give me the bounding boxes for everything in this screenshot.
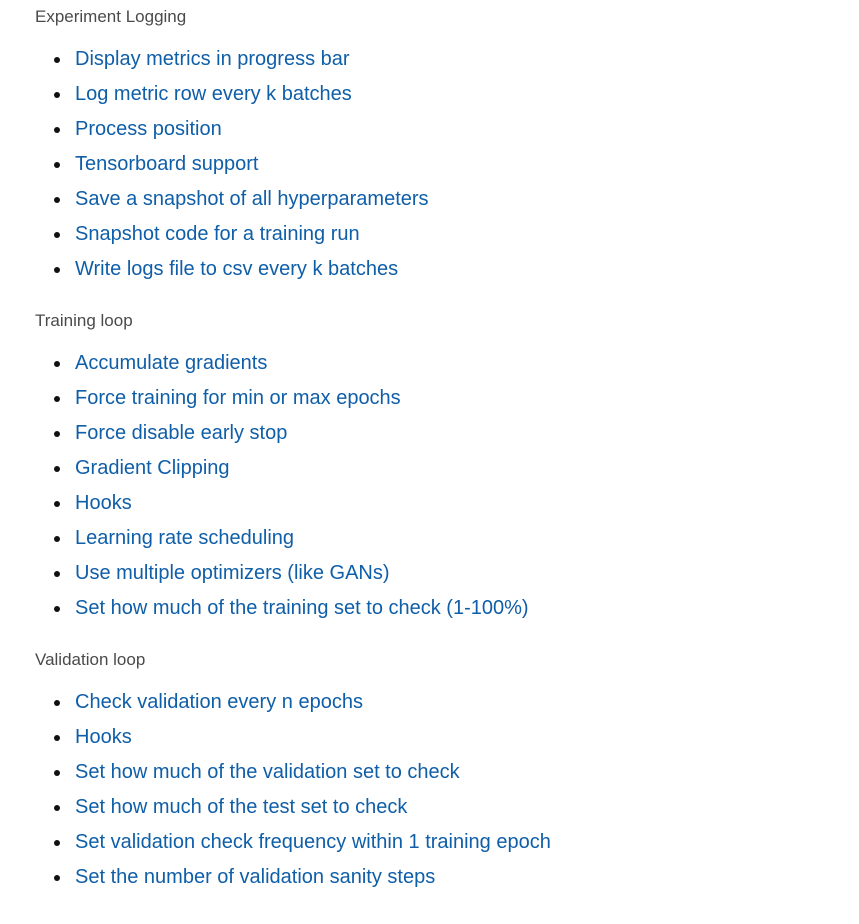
list-item [35, 182, 859, 217]
list-item [35, 860, 859, 895]
feature-link[interactable]: Gradient Clipping [75, 457, 230, 479]
list-item [35, 486, 859, 521]
section-heading: Experiment Logging [35, 7, 187, 26]
list-item [35, 591, 859, 626]
feature-link[interactable]: Set the number of validation sanity steps [75, 866, 436, 888]
feature-link[interactable]: Save a snapshot of all hyperparameters [75, 188, 429, 210]
feature-link[interactable]: Write logs file to csv every k batches [75, 258, 399, 280]
feature-link[interactable]: Process position [75, 118, 222, 140]
list-item [35, 252, 859, 287]
feature-link[interactable]: Learning rate scheduling [75, 527, 295, 549]
feature-link[interactable]: Set how much of the validation set to check [75, 761, 460, 783]
feature-link[interactable]: Check validation every n epochs [75, 691, 363, 713]
feature-link[interactable]: Hooks [75, 492, 132, 514]
list-item [35, 346, 859, 381]
section-heading: Validation loop [35, 650, 146, 669]
section-validation-loop [35, 649, 859, 895]
list-item [35, 42, 859, 77]
list-item [35, 416, 859, 451]
list-item [35, 556, 859, 591]
list-item [35, 112, 859, 147]
feature-link[interactable]: Set validation check frequency within 1 training epoch [75, 831, 551, 853]
feature-link[interactable]: Force disable early stop [75, 422, 288, 444]
list-item [35, 825, 859, 860]
feature-list [35, 42, 859, 287]
list-item [35, 720, 859, 755]
feature-link[interactable]: Tensorboard support [75, 153, 259, 175]
feature-link[interactable]: Display metrics in progress bar [75, 48, 350, 70]
feature-link[interactable]: Snapshot code for a training run [75, 223, 360, 245]
list-item [35, 217, 859, 252]
feature-link[interactable]: Hooks [75, 726, 132, 748]
section-training-loop [35, 310, 859, 626]
feature-link[interactable]: Set how much of the test set to check [75, 796, 408, 818]
feature-link[interactable]: Log metric row every k batches [75, 83, 352, 105]
list-item [35, 790, 859, 825]
feature-list [35, 685, 859, 895]
list-item [35, 521, 859, 556]
feature-link[interactable]: Use multiple optimizers (like GANs) [75, 562, 390, 584]
list-item [35, 685, 859, 720]
list-item [35, 77, 859, 112]
section-experiment-logging [35, 6, 859, 287]
list-item [35, 381, 859, 416]
list-item [35, 755, 859, 790]
section-heading: Training loop [35, 311, 133, 330]
feature-link[interactable]: Accumulate gradients [75, 352, 268, 374]
feature-link[interactable]: Set how much of the training set to check (1-100%) [75, 597, 529, 619]
feature-link[interactable]: Force training for min or max epochs [75, 387, 401, 409]
list-item [35, 147, 859, 182]
feature-list [35, 346, 859, 626]
list-item [35, 451, 859, 486]
